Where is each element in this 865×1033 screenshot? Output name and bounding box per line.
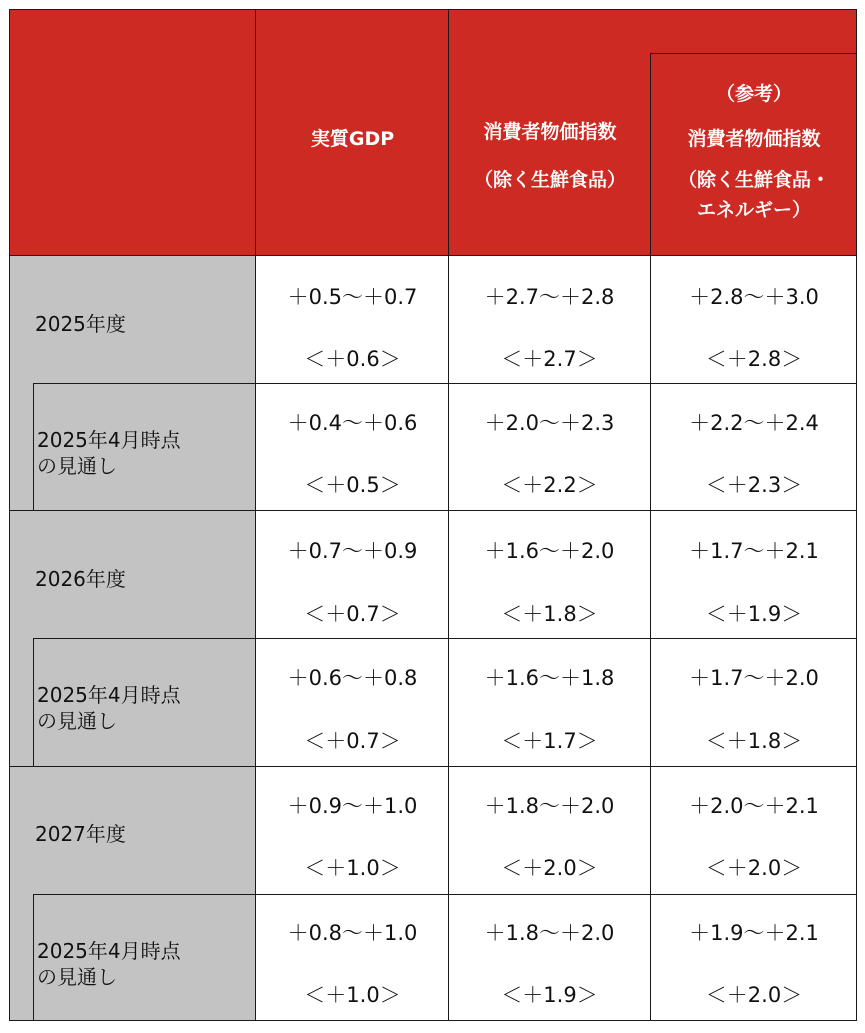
value-gdp-range: ＋0.4～＋0.6	[287, 411, 418, 435]
row-label: 2026年度	[35, 567, 126, 591]
row-label-line2: の見通し	[37, 454, 117, 478]
grid-line	[33, 894, 857, 895]
value-core-range: ＋2.8～＋3.0	[689, 285, 819, 309]
header-gdp: 実質GDP	[310, 128, 395, 150]
value-cpi-median: ＜＋1.7＞	[501, 729, 598, 753]
grid-line	[33, 383, 34, 510]
value-gdp-range: ＋0.5～＋0.7	[287, 285, 418, 309]
value-gdp-range: ＋0.7～＋0.9	[287, 539, 418, 563]
row-label	[37, 682, 181, 734]
header-cpi-line1: 消費者物価指数	[483, 121, 617, 143]
value-gdp-range: ＋0.6～＋0.8	[287, 666, 418, 690]
value-core-range: ＋1.7～＋2.1	[689, 539, 819, 563]
row-label	[37, 938, 181, 990]
header-core-note: （参考）	[715, 83, 792, 105]
grid-line	[33, 383, 857, 384]
header-core-line1: 消費者物価指数	[687, 128, 821, 150]
header-cpi-line2: （除く生鮮食品）	[473, 169, 626, 191]
value-core-median: ＜＋2.0＞	[705, 983, 803, 1007]
header-core-line3: エネルギー）	[696, 199, 811, 221]
value-cpi-median: ＜＋1.9＞	[501, 983, 598, 1007]
value-cpi-range: ＋2.7～＋2.8	[484, 285, 615, 309]
value-cpi-range: ＋1.8～＋2.0	[484, 921, 615, 945]
header-cpi	[449, 108, 651, 204]
row-label-line2: の見通し	[37, 709, 117, 733]
header-divider	[255, 9, 256, 255]
header-divider	[650, 53, 857, 54]
row-label-line2: の見通し	[37, 965, 117, 989]
grid-line	[33, 638, 34, 766]
value-gdp-range: ＋0.9～＋1.0	[287, 794, 418, 818]
value-core-median: ＜＋1.9＞	[705, 602, 803, 626]
value-gdp-median: ＜＋0.5＞	[304, 473, 401, 497]
header-divider	[650, 53, 651, 255]
value-cpi-median: ＜＋2.7＞	[501, 347, 598, 371]
value-core-range: ＋2.0～＋2.1	[689, 794, 819, 818]
value-cpi-median: ＜＋2.2＞	[501, 473, 598, 497]
grid-line	[9, 255, 857, 256]
value-gdp-median: ＜＋1.0＞	[304, 983, 401, 1007]
value-cpi-median: ＜＋2.0＞	[501, 856, 598, 880]
row-label	[37, 427, 181, 479]
grid-line	[33, 638, 857, 639]
grid-line	[33, 894, 34, 1021]
header-core-line2: （除く生鮮食品・	[677, 169, 830, 191]
value-gdp-median: ＜＋0.7＞	[304, 602, 401, 626]
grid-line	[856, 9, 857, 1021]
value-gdp-range: ＋0.8～＋1.0	[287, 921, 418, 945]
value-core-range: ＋2.2～＋2.4	[689, 411, 819, 435]
value-core-median: ＜＋2.0＞	[705, 856, 803, 880]
value-cpi-range: ＋1.6～＋2.0	[484, 539, 615, 563]
value-cpi-range: ＋1.8～＋2.0	[484, 794, 615, 818]
value-cpi-range: ＋1.6～＋1.8	[484, 666, 615, 690]
row-label-line1: 2025年4月時点	[37, 428, 181, 452]
value-gdp-median: ＜＋1.0＞	[304, 856, 401, 880]
value-core-median: ＜＋1.8＞	[705, 729, 803, 753]
row-label: 2025年度	[35, 312, 126, 336]
value-core-median: ＜＋2.3＞	[705, 473, 803, 497]
value-core-range: ＋1.9～＋2.1	[689, 921, 819, 945]
grid-line	[9, 766, 857, 767]
row-label-line1: 2025年4月時点	[37, 939, 181, 963]
header-core-cpi	[651, 75, 857, 225]
header-divider	[448, 9, 449, 255]
value-gdp-median: ＜＋0.6＞	[304, 347, 401, 371]
row-label: 2027年度	[35, 822, 126, 846]
value-gdp-median: ＜＋0.7＞	[304, 729, 401, 753]
grid-line	[9, 9, 10, 1021]
value-core-median: ＜＋2.8＞	[705, 347, 803, 371]
row-label-line1: 2025年4月時点	[37, 683, 181, 707]
grid-line	[9, 1020, 857, 1021]
forecast-table	[9, 9, 857, 1021]
grid-line	[9, 510, 857, 511]
value-cpi-range: ＋2.0～＋2.3	[484, 411, 615, 435]
grid-line	[9, 9, 857, 10]
value-core-range: ＋1.7～＋2.0	[689, 666, 819, 690]
value-cpi-median: ＜＋1.8＞	[501, 602, 598, 626]
